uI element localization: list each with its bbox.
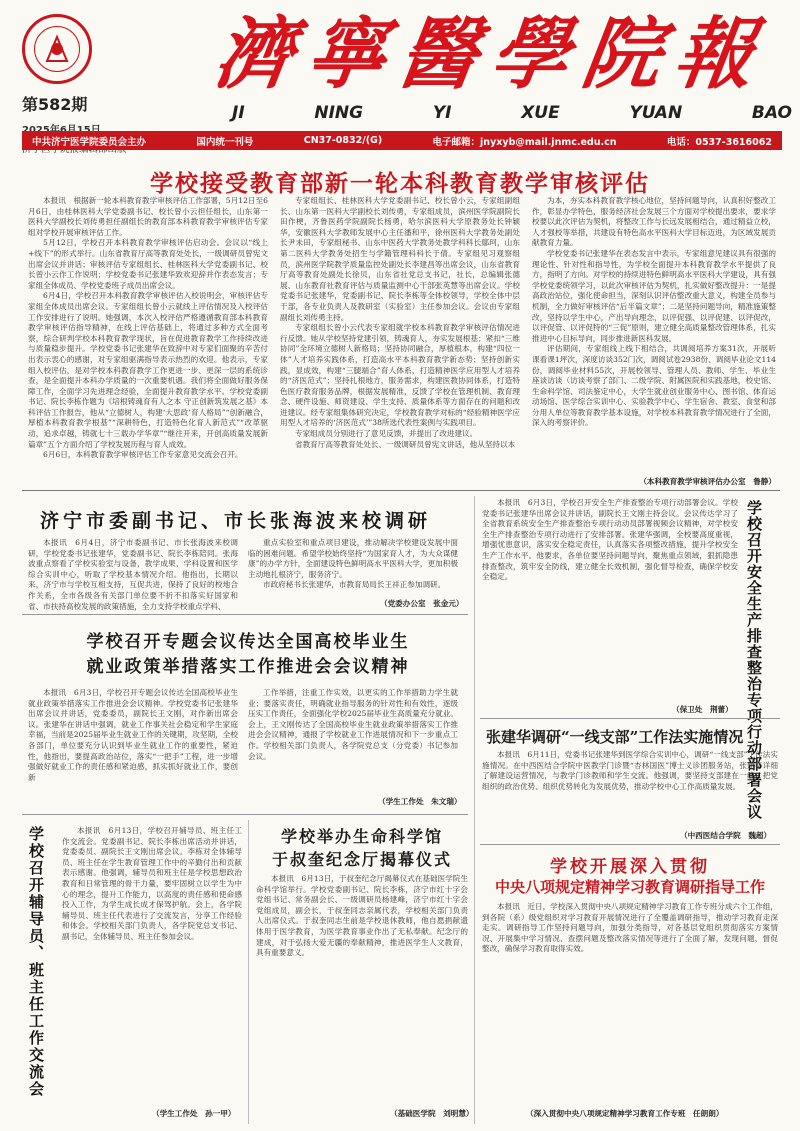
sponsor: 中共济宁医学院委员会主办 — [32, 136, 147, 148]
article3-para: 本报讯 6月3日，学校召开专题会议传达全国高校毕业生就业政策举措落实工作推进会会议精神。学校党委书记张建华出席会议并讲话，党委委员，副院长王文刚，对作新出席会议。张建华在讲话中强调，就业工作事关社会稳定和学生家庭幸福，当前是2025届毕业生就业工作的关键期，攻坚期，全校各部门，单位要充分认识到毕业生就业工作的重要性，紧迫性，他指出，要提高政治站位，落实“一把手”工程，进一步增强做好就业工作的责任感和紧迫感，抓实抓好就业工作，要创新 — [28, 688, 238, 782]
pinyin-ning: NING — [314, 103, 364, 123]
cn-number: CN37-0832/(G) — [303, 135, 383, 146]
main-col2-para: 专家组成员分别进行了意见反馈，并提出了改进建议。 — [295, 429, 478, 439]
article8-headline-line2: 中央八项规定精神学习教育调研指导工作 — [494, 878, 765, 896]
article4-para: 本报讯 6月3日，学校召开安全生产排查整治专项行动部署会议。学校党委书记张建华出席会议并讲话，副院长王文刚主持会议。会议传达学习了全省教育系统安全生产排查整治专项行动动员部署视频会议精神，对学校安全生产排查整治专项行动进行了安排部署。张建华强调，全校要高度重视，增强忧患意识，落实安全稳定责任，认真落实各项整改措施，提升学校安全生产工作水平。他要求，各单位要坚持问题导向，聚焦重点领域，狠抓隐患排查整改，筑牢安全防线，建立健全长效机制，强化督导检查，确保学校安全稳定。 — [482, 498, 738, 582]
main-article-col2 — [280, 196, 520, 486]
column-divider — [474, 496, 475, 1124]
article2-byline: （党委办公室 张金元） — [380, 599, 464, 608]
section-divider — [22, 490, 780, 491]
article8-body — [482, 902, 778, 1102]
main-col2-para: 省教育厅高等教育处处长、一级调研员曾宪文讲话，他从坚持以本 — [295, 439, 516, 449]
pinyin-ji: JI — [232, 103, 245, 123]
article6-para: 本报讯 6月13日，学校召开辅导员、班主任工作交流会。党委副书记、院长李栋出席活动并讲话，党委委员、副院长王文刚出席会议。李栋对全体辅导员、班主任在学生教育管理工作中的辛勤付出和贡献表示感谢。他强调，辅导员和班主任是学校思想政治教育和日常管理的骨干力量，要牢固树立以学生为中心的理念，提升工作能力，以高度的责任感和使命感投入工作，为学生成长成才保驾护航。会上，各学院辅导员、班主任代表进行了交流发言，分享工作经验和体会。学校相关部门负责人，各学院党总支书记、副书记，全体辅导员、班主任参加会议。 — [62, 826, 242, 941]
main-col1-para: 5月12日，学校召开本科教育教学审核评估启动会。会议以“线上+线下”的形式举行。山东省教育厅高等教育处处长，一级调研员曾宪文出席会议并讲话；审核评估专家组组长、桂林医科大学党委副书记、校长曾小云作工作说明；学校党委书记张建华致欢迎辞并作表态发言；专家组全体成员、学校党委班子成员出席会议。 — [28, 238, 268, 290]
article3-headline-line1: 学校召开专题会议传达全国高校毕业生 — [86, 632, 410, 652]
article4-byline: （保卫处 荆蕾） — [672, 705, 733, 714]
main-col3-para: 为本，夯实本科教育教学核心地位，坚持问题导向，认真积好整改工作，彰显办学特色，服务经济社会发展三个方面对学校提出要求，要求学校要以此次评估为契机，将整改工作与长远发展相结合，通过精益立校，人才强校等举措，共建设有特色高水平医科大学目标迈进，为区域发展贡献教育力量。 — [532, 196, 776, 248]
article3-headline-line2: 就业政策举措落实工作推进会会议精神 — [86, 657, 410, 677]
article4-body — [482, 498, 738, 698]
article8-headline-line1: 学校开展深入贯彻 — [550, 857, 710, 877]
article7-byline: （基础医学院 刘明慧） — [390, 1109, 474, 1118]
seal-inner-ring — [34, 26, 80, 72]
main-col2-para: 专家组组长曾小云代表专家组就学校本科教育教学审核评估情况进行反馈。她从学校坚持党建引领，铸魂育人，夯实发展根基；紧扣“三维协同”全环境立德树人新格局；坚持协同融合，厚植根本，构建“四位一体”人才培养实践体系，打造高水平本科教育教学新态势；坚持创新实践，显成效，构建“三腿端合”育人体系，打造精神医学应用型人才培养的“济医范式”；坚持扎根地方，服务需求，构建医教协同体系，打造特色医疗教育服务品牌，根据发展精准，反馈了学校在管理机制、教育理念、硬件设施、师资建设、学生支持、质量体系等方面存在的问题和改进建议。经专家组集体研究决定，学校教育教学对标的“经验精神医学应用型人才培养的‘济医范式’”38所选代表性案例与实践项目。 — [280, 323, 520, 428]
article7-headline-line2: 于叔奎纪念厅揭幕仪式 — [271, 850, 452, 869]
main-article-col1 — [28, 196, 268, 486]
pinyin-yuan: YUAN — [629, 103, 683, 123]
newspaper-title: 濟寧醫學院報 — [208, 9, 774, 100]
issue-number: 第582期 — [22, 95, 88, 114]
article5-body — [482, 750, 778, 826]
article6-body — [62, 826, 242, 1104]
main-col2-para: 专家组组长、桂林医科大学党委副书记、校长曾小云，专家组副组长、山东第一医科大学副校长刘传勇，专家组成员，滨州医学院副院长田作梗，齐鲁医药学院副院长杨勇，哈尔滨医科大学原教务处长钟颖华，安徽医科大学教师发展中心主任潘和平，徐州医科大学教务处副处长尹未田，专家组秘书、山东中医药大学教务处教学科科长鄢珂，山东第二医科大学教务处招生与学籍管理科科长于倩。专家组见习观察组员，滨州医学院教学质量监控处副处长李建昌等出席会议，山东省教育厅高等教育处副处长徐贝，山东省社党总支书记，社长，总编辑张德展、山东教育社教育评估与质量监测中心干部张英慧等出席会议。学校党委书记张建华，党委副书记、院长李栋等全体校领导，学校全体中层干部，各专业负责人及教研室（实验室）主任参加会议。会议由专家组副组长刘传勇主持。 — [280, 196, 520, 322]
article7-headline-line1: 学校举办生命科学馆 — [280, 827, 443, 846]
article2-para: 市政府秘书长张建华，市教育局局长王祥正参加调研。 — [263, 580, 446, 590]
article5-para: 本报讯 6月11日，党委书记张建华到医学综合实训中心，调研“一线支部”工作法实施情况。在中西医结合学院中医教学门诊暨“杏林国医”博士义诊团服务站，张建华详细了解建设运营情况，与教学门诊教师和学生交流。他强调，要坚持支部建在一线，把党组织的政治优势、组织优势转化为发展优势，推动学校中心工作高质量发展。 — [482, 750, 778, 791]
phone: 电话：0537-3616062 — [666, 136, 772, 148]
pinyin-xue: XUE — [521, 103, 560, 123]
section-divider — [22, 814, 468, 815]
pinyin-yi: YI — [432, 103, 452, 123]
main-col3-para: 评估期间，专家组线上线下相结合，共调阅培养方案31次，开展听课看课1坪次，深度访谈352门次，调阅试卷2938份、调阅毕业论文114份，调阅毕业材料55次，开展校领导、管理人员、教师、学生、毕业生座谈访谈（访谈考察了部门、二级学院、附属医院和实践基地，校史馆、生命科学馆、司法鉴定中心，大学生就业创业服务中心、图书馆、体育运动场馆、医学综合实训中心、实验教学中心、学生宿舍、教室、食堂和部分用人单位等教育教学基本设施，对学校本科教育教学情况进行了全面，深入的考察评价。 — [532, 344, 776, 428]
main-col1-para: 6月4日，学校召开本科教育教学审核评估入校说明会，审核评估专家组全体成员出席会议。专家组组长曾小云就线上评估情况及入校评估工作安排进行了说明。她强调，本次入校评估严格遵循教育部本科教育教学审核评估指导精神，在线上评估基础上，将通过多种方式全面考察，综合研判学校本科教育教学现状，旨在促进教育教学工作持续改进与质量稳步提升。学校党委书记张建华在致辞中对专家们面聚的辛苦付出表示衷心的感谢，对专家组驱满指导表示热烈的欢迎。他表示，专家组入校评估，是对学校本科教育教学工作更进一步、更深一层的系统诊查，是全面提升本科办学质量的一次重要机遇。我们将全面做好服务保障工作，全面学习先进理念经验，全面提升教育教学水平。学校党委副书记、院长李栋作题为《培根铸魂育有人之本 守正创新筑发展之基》本科评估工作报告，他从“立德树人，构建‘大思政’育人格局”“创新融合，厚植本科教育教学根基”“深耕特色，打造特色化育人新范式”“改革驱动，追求卓越，铸就七十三载办学华章”“继往开来，开创高质量发展新篇章”五个方面介绍了学校发展历程与育人成效。 — [28, 291, 268, 449]
serial-label: 国内统一刊号 — [196, 136, 254, 148]
article2-col1 — [28, 538, 238, 611]
section-divider — [480, 844, 780, 845]
article7-para: 本报讯 6月13日，于叔奎纪念厅揭幕仪式在基础医学院生命科学馆举行。学校党委副书记、院长李栋，济宁市红十字会党组书记、常务副会长、一级调研员杨建峰，济宁市红十字会党组成员，副会长，于叔奎同志亲属代表，学校相关部门负责人出席仪式。于叔奎同志生前是学校退休教师，他自愿捐献遗体用于医学教育，为医学教育事业作出了无私奉献。纪念厅的建成，对于弘扬大爱无疆的奉献精神，推进医学生人文教育，具有重要意义。 — [256, 874, 468, 958]
article8-byline: （深入贯彻中央八项规定精神学习教育工作专班 任朗朗） — [526, 1109, 724, 1118]
article3-para: 工作举措，注重工作实效，以更实的工作举措助力学生就业；要落实责任，明确就业指导服务的针对性和有效性，逐级压实工作责任，全面强化学校2025届毕业生高质量充分就业。会上，王文刚传达了全国高校毕业生就业政策举措落实工作推进会会议精神，通报了学校就业工作进展情况和下一步重点工作。学校相关部门负责人，各学院党总支（分党委）书记参加会议。 — [248, 688, 458, 761]
info-bar — [22, 131, 782, 150]
article5-headline: 张建华调研“一线支部”工作法实施情况 — [486, 728, 744, 746]
article2-para: 本报讯 6月4日，济宁市委副书记、市长张海波来校调研，学校党委书记张建华，党委副书记、院长李栋陪同。张海波重点察看了学校实验室与设备，教学成果、学科设置和医学综合实训中心，听取了学校基本情况介绍。他指出，长期以来，济宁市与学校互相支持，互促共进，保持了良好的校地合作关系，全市各级各有关部门单位要不折不扣落实好国家和省、市扶持高校发展的政策措施，全力支持学校重点学科、 — [28, 538, 238, 611]
main-byline: （本科教育教学审核评估办公室 鲁静） — [639, 477, 776, 486]
main-headline: 学校接受教育部新一轮本科教育教学审核评估 — [150, 170, 650, 197]
article3-col2 — [248, 688, 458, 788]
section-divider — [480, 718, 780, 719]
article2-para: 重点实验室和重点项目建设，推动解决学校建设发展中面临的困难问题。希望学校始终坚持“为国家育人才，为大众谋健康”的办学方针，全面建设特色鲜明高水平医科大学，更加积极主动地扎根济宁，服务济宁。 — [248, 538, 458, 579]
section-divider — [22, 614, 468, 615]
main-col3-para: 学校党委书记张建华在表态发言中表示，专家组意见建议具有很强的理论性、针对性和指导性，为学校全面提升本科教育教学水平提供了良方，指明了方向。对学校的持续进特色鲜明高水平医科大学建设，具有强学校党委统领学习，以此次审核评估为契机，扎实做好整改提升：一是提高政治站位，强化使命担当，深刻认识评估整改重大意义，构建全员参与机制，全力做好审核评估“后半篇文章”；二是坚持问题导向，精准施策整改，坚持以学生中心，产出导向理念，以评促强、以评促建、以评促改，以评促管、以评促特的“三促”原则，建立健全高质量整改管理体系，扎实推进中心目标导向，同步推进新医科发展。 — [532, 248, 776, 343]
article5-byline: （中西医结合学院 魏超） — [680, 831, 772, 840]
university-seal-icon — [22, 14, 92, 84]
article3-byline: （学生工作处 朱文瑞） — [378, 797, 462, 806]
article8-para: 本报讯 近日，学校深入贯彻中央八项规定精神学习教育工作专班分成六个工作组，到各院（系）级党组织对学习教育开展情况进行了全覆盖调研指导，推动学习教育走深走实。调研指导工作坚持问题导向，加强分类指导，对各基层党组织贯彻落实方案情况、开展集中学习情况、查摆问题及整改落实情况等进行了全面了解，发现问题，督促整改，确保学习教育取得实效。 — [482, 902, 778, 954]
title-pinyin — [232, 103, 792, 123]
main-col1-para: 本报讯 根据新一轮本科教育教学审核评估工作部署，5月12日至6月6日，由桂林医科大学党委副书记、校长曾小云担任组长，山东第一医科大学副校长刘传勇担任副组长的教育部本科教育教学审核评估专家组对学校开展审核评估工作。 — [28, 196, 268, 237]
email: 电子邮箱：jnyxyb@mail.jnmc.edu.cn — [432, 136, 617, 148]
article2-col2 — [248, 538, 458, 592]
article2-headline: 济宁市委副书记、市长张海波来校调研 — [40, 510, 432, 532]
article7-body — [256, 874, 468, 1102]
main-col1-para: 6月6日，本科教育教学审核评估工作专家意见交流会召开。 — [43, 450, 243, 460]
main-article-col3 — [532, 196, 776, 474]
article3-col1 — [28, 688, 238, 810]
pinyin-bao: BAO — [751, 103, 792, 123]
article6-byline: （学生工作处 孙一甲） — [152, 1109, 236, 1118]
column-divider — [248, 820, 249, 1124]
article4-headline: 学校召开安全生产排查整治专项行动部署会议 — [745, 500, 763, 820]
article6-headline: 学校召开辅导员、班主任工作交流会 — [27, 826, 45, 1098]
